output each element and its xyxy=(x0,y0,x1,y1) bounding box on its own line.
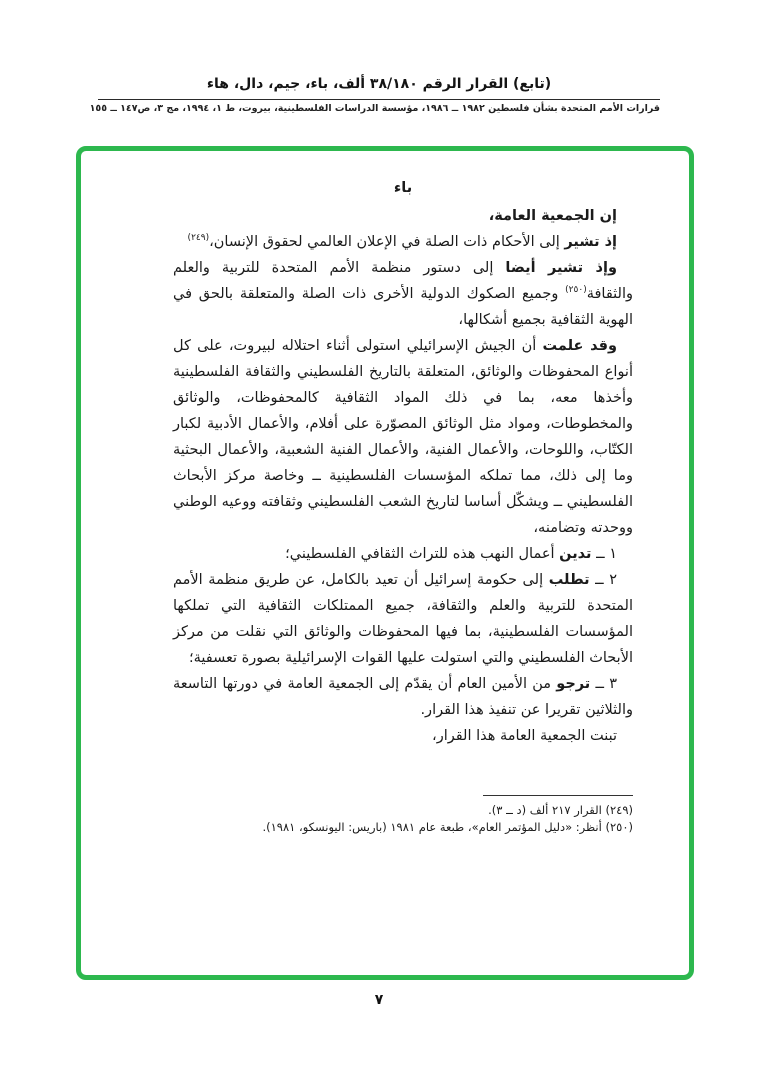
item-number: ٢ ــ xyxy=(589,572,617,588)
green-border-frame xyxy=(76,146,694,980)
footnote-separator-line xyxy=(483,795,633,796)
item-lead: تدين xyxy=(559,546,592,562)
source-citation: قرارات الأمم المتحدة بشأن فلسطين ١٩٨٢ ــ ١٩٨٦، مؤسسة الدراسات الفلسطينية، بيروت، ط ١، ١٩٩٤، مج ٣، ص١٤٧ ــ ١٥٥ xyxy=(89,103,660,114)
item-number: ٣ ــ xyxy=(590,676,618,692)
item-text: من الأمين العام أن يقدّم إلى الجمعية العامة في دورتها التاسعة والثلاثين تقريرا عن تنفيذ هذا القرار. xyxy=(173,676,633,718)
resolution-title: (تابع) القرار الرقم ٣٨/١٨٠ ألف، باء، جيم، دال، هاء xyxy=(206,76,552,92)
operative-paragraph-2 xyxy=(173,567,633,671)
paragraph-text: وجميع الصكوك الدولية الأخرى ذات الصلة والمتعلقة بالحق في الهوية الثقافية بجميع أشكالها، xyxy=(173,286,633,328)
paragraph-lead: وقد علمت xyxy=(542,338,617,354)
page-number: ٧ xyxy=(374,992,384,1008)
item-lead: ترجو xyxy=(556,676,591,692)
adoption-line: تبنت الجمعية العامة هذا القرار، xyxy=(432,728,617,744)
citation-rule xyxy=(89,99,660,114)
item-text: أعمال النهب هذه للتراث الثقافي الفلسطيني؛ xyxy=(285,546,560,562)
footnote-249: (٢٤٩) القرار ٢١٧ ألف (د ــ ٣). xyxy=(488,803,633,817)
footnotes-section xyxy=(173,795,633,836)
footnote-ref-250: (٢٥٠) xyxy=(565,285,587,296)
document-header xyxy=(0,76,758,114)
footnote-250: (٢٥٠) أنظر: «دليل المؤتمر العام»، طبعة عام ١٩٨١ (باريس: اليونسكو، ١٩٨١). xyxy=(262,820,633,834)
item-lead: تطلب xyxy=(548,572,590,588)
operative-paragraph-1 xyxy=(173,541,633,567)
footnote-ref-249: (٢٤٩) xyxy=(187,233,210,244)
paragraph-lead: وإذ تشير أيضا xyxy=(505,260,617,276)
section-letter: باء xyxy=(393,180,413,196)
paragraph-lead: إذ تشير xyxy=(564,234,617,250)
preamble-paragraph-1 xyxy=(173,229,633,255)
operative-paragraph-3 xyxy=(173,671,633,723)
paragraph-text: أن الجيش الإسرائيلي استولى أثناء احتلاله لبيروت، على كل أنواع المحفوظات والوثائق، المتعلقة بالتاريخ الفلسطيني والثقافة الفلسطينية وأخذها معه، بما في ذلك المواد الثقافية كالمحفوظات، والوثائق والمخطوطات، ومواد مثل الوثائق المصوّرة على أفلام، والأعمال الأدبية لكبار الكتّاب، واللوحات، والأعمال الفنية، والأعمال الفنية الشعبية، والأعمال البحثية وما إلى ذلك، مما تملكه المؤسسات الفلسطينية ــ وخاصة مركز الأبحاث الفلسطيني ــ ويشكّل أساسا لتاريخ الشعب الفلسطيني وثقافته ووعيه الوطني ووحدته وتضامنه، xyxy=(173,338,633,536)
item-number: ١ ــ xyxy=(591,546,617,562)
opening-line: إن الجمعية العامة، xyxy=(488,208,617,224)
item-text: إلى حكومة إسرائيل أن تعيد بالكامل، عن طريق منظمة الأمم المتحدة للتربية والعلم والثقافة، جميع الممتلكات الثقافية التي تملكها المؤسسات الفلسطينية، بما فيها المحفوظات والوثائق التي نقلت من مركز الأبحاث الفلسطيني والتي استولت عليها القوات الإسرائيلية بصورة تعسفية؛ xyxy=(173,572,633,666)
paragraph-text: إلى دستور منظمة الأمم المتحدة للتربية والعلم والثقافة xyxy=(173,260,633,302)
preamble-paragraph-3 xyxy=(173,333,633,541)
paragraph-text: إلى الأحكام ذات الصلة في الإعلان العالمي لحقوق الإنسان، xyxy=(209,234,565,250)
resolution-body xyxy=(81,151,689,975)
preamble-paragraph-2 xyxy=(173,255,633,333)
